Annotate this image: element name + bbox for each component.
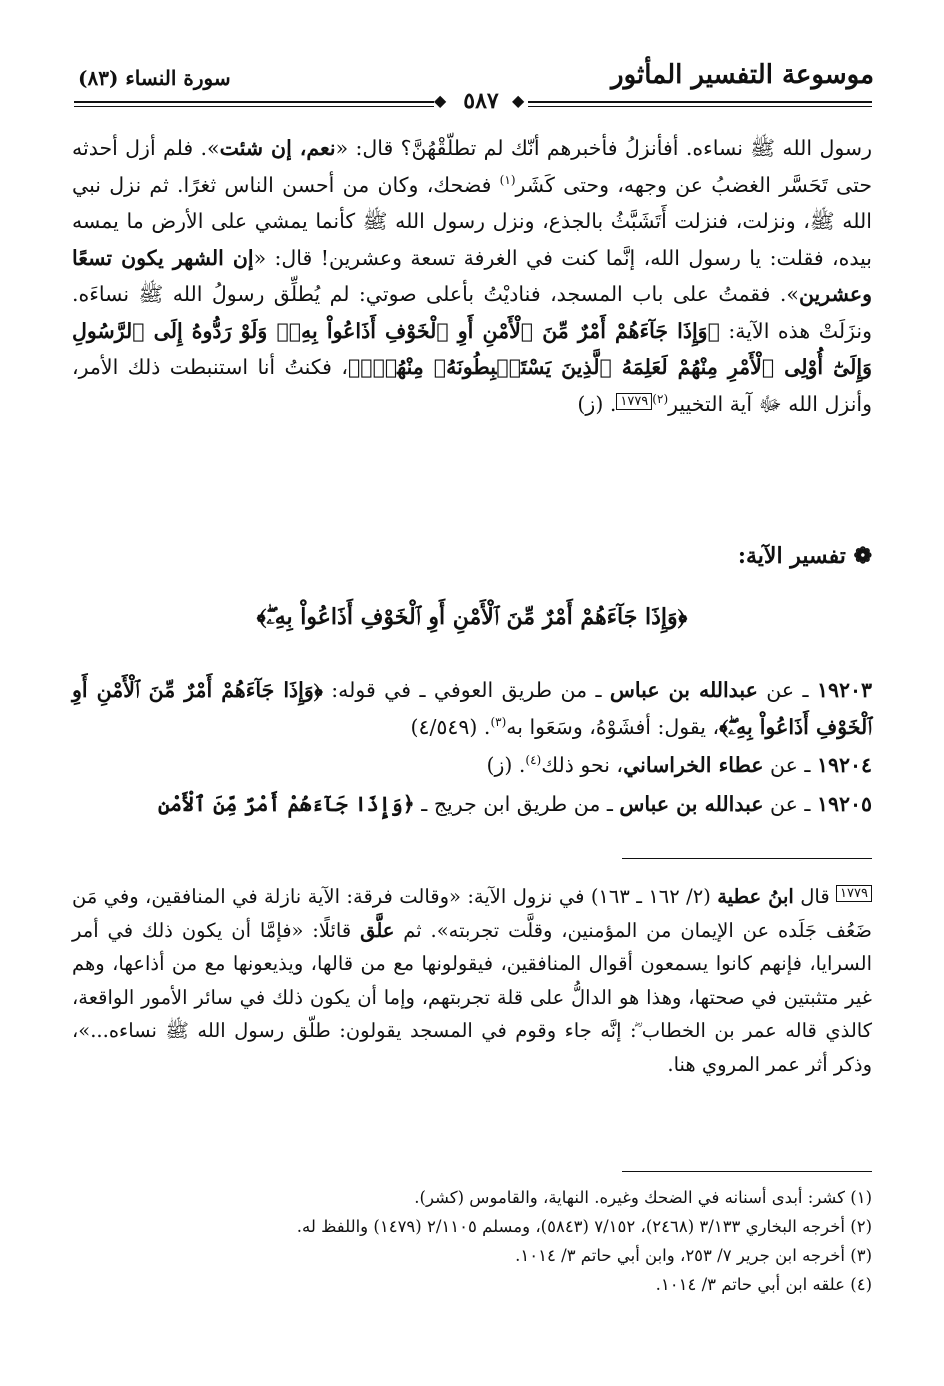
quran-verse: ﴿وَإِذَا جَآءَهُمْ أَمْرٌ مِّنَ ٱلْأَمْنِ (158, 791, 415, 816)
entry-number: ١٩٢٠٥ (816, 791, 872, 816)
diamond-ornament-icon: ◆ (434, 91, 447, 110)
text-run: (٢/ ١٦٢ ـ ١٦٣) في نزول الآية: «وقالت فرقة: الآية نازلة في المنافقين، وفي مَن ضَعُف جَلَده عن الإيمان من المؤمنين، وقلَّت تجربته». ثم (72, 885, 872, 942)
divider (622, 858, 872, 859)
footnote-marker[interactable]: (٢) (652, 391, 669, 406)
footnote-marker[interactable]: (٣) (490, 714, 507, 729)
commentary-reference[interactable]: ١٧٧٩ (616, 393, 652, 410)
text-run: قائلًا: «فإمَّا أن يكون ذلك في أمر السرايا، فإنهم كانوا يسمعون أقوال المنافقين، فيقولونها مع من قالها، ويذيعونها مع من أذاعها، وهم غير متثبتين في صحتها، وهذا هو الدالُّ على قلة تجربتهم، وإما أن يكون ذلك في سائر الأمور الواقعة، كالذي قاله عمر بن الخطاب ؓ: إنَّه جاء وقوم في المسجد يقولون: طلّق رسول الله ﷺ نساءه...»، وذكر أثر عمر المروي هنا. (72, 918, 872, 1076)
text-run: قال (793, 885, 837, 908)
book-title: موسوعة التفسير المأثور (611, 60, 874, 90)
header-rule (528, 101, 872, 103)
text-run: . (ز) (486, 753, 526, 777)
footnote: (٤) علقه ابن أبي حاتم ٣/ ١٠١٤. (655, 1275, 872, 1294)
prophet-quote: نعم، إن شئت (219, 136, 336, 160)
verse-heading: ﴿وَإِذَا جَآءَهُمْ أَمْرٌ مِّنَ ٱلْأَمْنِ أَوِ ٱلْخَوْفِ أَذَاعُواْ بِهِۦۖ﴾ (256, 604, 688, 630)
text-run: ، يقول: أفشَوْهُ، وسَعَوا به (506, 714, 720, 739)
text-run: . (٤/٥٤٩) (410, 714, 491, 739)
footnote-marker[interactable]: (٤) (525, 753, 542, 768)
diamond-ornament-icon: ◆ (512, 91, 525, 110)
quran-verse: ﴿وَإِذَا جَآءَهُمْ أَمْرٌ مِّنَ ٱلْأَمْنِ أَوِ ٱلْخَوْفِ أَذَاعُواْ بِهِۦۖ﴾ (72, 678, 872, 739)
entry-number: ١٩٢٠٣ (816, 678, 873, 702)
text-run: ، نحو ذلك (541, 753, 624, 777)
narrative-paragraph (72, 130, 872, 422)
main-text (72, 130, 872, 422)
list-item (72, 747, 872, 784)
text-run: ـ من طريق العوفي ـ في قوله: (322, 678, 610, 702)
list-item (72, 786, 872, 823)
text-run: ـ من طريق ابن جريج ـ (414, 791, 620, 816)
footnote-marker[interactable]: (١) (499, 172, 516, 187)
narrator-name: عطاء الخراساني (623, 753, 764, 777)
prophet-quote: إن الشهر يكون تسعًا وعشرين (72, 245, 872, 306)
list-item (72, 672, 872, 745)
author-name: ابنُ عطية (717, 885, 794, 908)
footnotes (72, 1183, 872, 1299)
commentary-paragraph (72, 880, 872, 1081)
section-title: تفسير الآية: (737, 543, 846, 569)
footnote: (١) كشر: أبدى أسنانه في الضحك وغيره. النهاية، والقاموس (كشر). (414, 1188, 872, 1207)
text-run: رسول الله ﷺ نساءه. أفأنزلُ فأخبرهم أنّك لم تطلّقْهُنَّ؟ قال: « (335, 136, 873, 160)
narrator-name: عبدالله بن عباس (609, 678, 758, 702)
text-run: ». فقمتُ على باب المسجد، فناديْتُ بأعلى صوتي: لم يُطلِّق رسولُ الله ﷺ نساءَه. ونزَلَتْ هذه الآية: (72, 282, 872, 343)
text-run: ، فكنتُ أنا استنبطت ذلك الأمر، وأنزل الله ﷻ آية التخيير (72, 355, 872, 416)
header-rule (74, 101, 434, 103)
footnote: (٣) أخرجه ابن جرير ٧/ ٢٥٣، وابن أبي حاتم ٣/ ١٠١٤. (515, 1246, 872, 1265)
header-rule (528, 106, 872, 107)
divider (622, 1171, 872, 1172)
text-run: ». فلم أزل أحدثه حتى تَحَسَّر الغضبُ عن وجهه، وحتى كَشَر (72, 136, 872, 197)
flower-ornament-icon: ❁ (853, 543, 872, 569)
quran-verse: ﴿وَإِذَا جَآءَهُمْ أَمْرٌ مِّنَ ٱلْأَمْنِ أَوِ ٱلْخَوْفِ أَذَاعُواْ بِهِۦۖ وَلَوْ رَدُّوهُ إِلَى ٱلرَّسُولِ وَإِلَىٰٓ أُوْلِى ٱلْأَمْرِ مِنْهُمْ لَعَلِمَهُ ٱلَّذِينَ يَسْتَنۢبِطُونَهُۥ مِنْهُمْۗ﴾ (72, 318, 872, 379)
entry-number: ١٩٢٠٤ (816, 753, 872, 777)
section-heading (738, 543, 872, 569)
text-run: ـ عن (763, 753, 817, 777)
commentary-note (72, 880, 872, 1081)
page-number: ٥٨٧ (463, 88, 499, 114)
text-run: . (ز) (577, 391, 617, 416)
header-rule (74, 106, 434, 107)
text-run: ـ عن (757, 678, 817, 702)
text-run: ـ عن (763, 791, 817, 816)
footnote: (٢) أخرجه البخاري ٣/١٣٣ (٢٤٦٨)، ٧/١٥٢ (٥٨٤٣)، ومسلم ٢/١١٠٥ (١٤٧٩) واللفظ له. (296, 1217, 872, 1236)
commentary-number: ١٧٧٩ (836, 885, 872, 902)
narration-list (72, 672, 872, 824)
text-run: علَّق (360, 918, 395, 942)
surah-label: سورة النساء (٨٣) (78, 66, 231, 90)
narrator-name: عبدالله بن عباس (619, 791, 764, 816)
text-run: فضحك، وكان من أحسن الناس ثغرًا. ثم نزل نبي الله ﷺ، ونزلت، فنزلت أَتَشَبَّثُ بالجذع، ونزل رسول الله ﷺ كأنما يمشي على الأرض ما يمسه بيده، فقلت: يا رسول الله، إنَّما كنت في الغرفة تسعة وعشرين! قال: « (72, 172, 873, 270)
